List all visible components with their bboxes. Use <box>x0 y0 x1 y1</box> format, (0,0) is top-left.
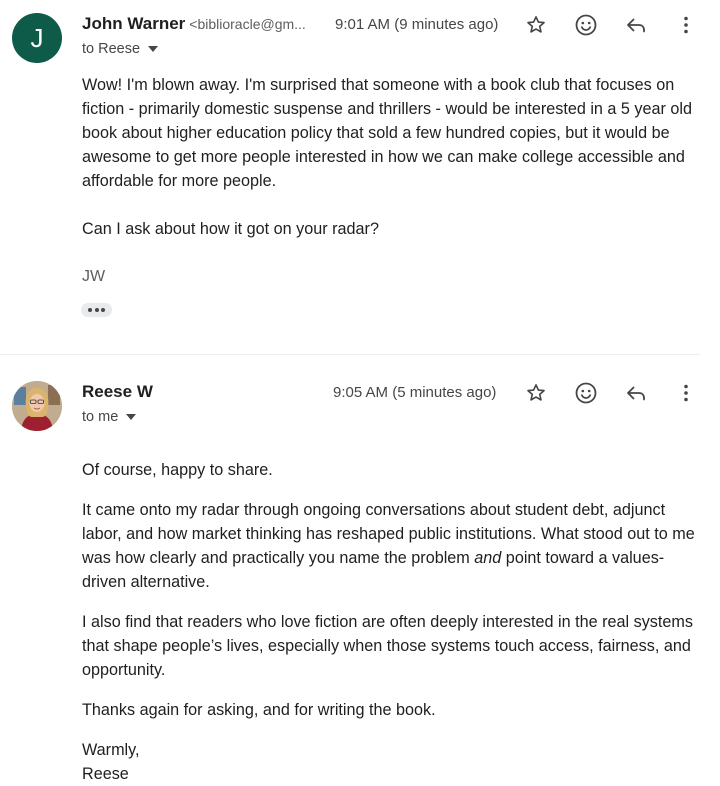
more-options-icon[interactable] <box>673 380 699 406</box>
greeting: Of course, happy to share. <box>82 461 273 479</box>
chevron-down-icon <box>126 414 136 420</box>
body-paragraph: Can I ask about how it got on your radar? <box>82 220 379 238</box>
sender-avatar-john[interactable]: J <box>12 13 62 63</box>
dot <box>101 308 105 312</box>
star-icon[interactable] <box>523 12 549 38</box>
emoji-reaction-icon[interactable] <box>573 12 599 38</box>
reply-icon[interactable] <box>623 380 649 406</box>
sender-name-john[interactable] <box>82 14 306 34</box>
dot <box>88 308 92 312</box>
sign-name: Reese <box>82 765 129 783</box>
body-paragraph: Wow! I'm blown away. I'm surprised that someone with a book club that focuses on fiction - primarily domestic suspense and thrillers - would be interested in a 5 year old book about higher education policy that sold a few hundred copies, but it would be awesome to get more people interested in how we can make college accessible and affordable for more people. <box>82 76 693 190</box>
body-paragraph <box>82 498 707 594</box>
sender-name-reese[interactable]: Reese W <box>82 382 153 401</box>
reply-icon[interactable] <box>623 12 649 38</box>
signature: JW <box>82 268 106 285</box>
star-icon[interactable] <box>523 380 549 406</box>
recipient-label: to me <box>82 409 119 425</box>
emphasis-text: and <box>474 549 502 567</box>
more-options-icon[interactable] <box>673 12 699 38</box>
dot <box>95 308 99 312</box>
chevron-down-icon <box>148 46 158 52</box>
message-body <box>82 73 712 241</box>
paragraph-text: It came onto my radar through ongoing conversations about student debt, adjunct labor, and how market thinking has reshaped public institutions. What stood out to me was how clearly and practically you name the problem <box>82 501 695 567</box>
message-body <box>82 458 707 786</box>
recipient-label: to Reese <box>82 41 141 57</box>
show-trimmed-content-button[interactable] <box>81 303 112 317</box>
paragraph-text: point toward a values-driven alternative. <box>82 549 665 591</box>
body-paragraph: I also find that readers who love fiction are often deeply interested in the real systems that shape people’s lives, especially when those systems touch access, fairness, and opportunity. <box>82 613 693 679</box>
message-time[interactable]: 9:01 AM (9 minutes ago) <box>335 16 499 33</box>
recipient-dropdown[interactable] <box>82 41 158 57</box>
sender-email: <biblioracle@gm... <box>189 16 306 32</box>
message-time[interactable]: 9:05 AM (5 minutes ago) <box>333 384 497 401</box>
emoji-reaction-icon[interactable] <box>573 380 599 406</box>
recipient-dropdown[interactable] <box>82 409 136 425</box>
message-divider <box>0 354 700 355</box>
body-paragraph: Thanks again for asking, and for writing the book. <box>82 701 436 719</box>
closing: Warmly, <box>82 741 140 759</box>
sender-avatar-reese[interactable] <box>12 381 62 431</box>
sender-name: John Warner <box>82 14 186 33</box>
profile-photo <box>12 381 62 431</box>
